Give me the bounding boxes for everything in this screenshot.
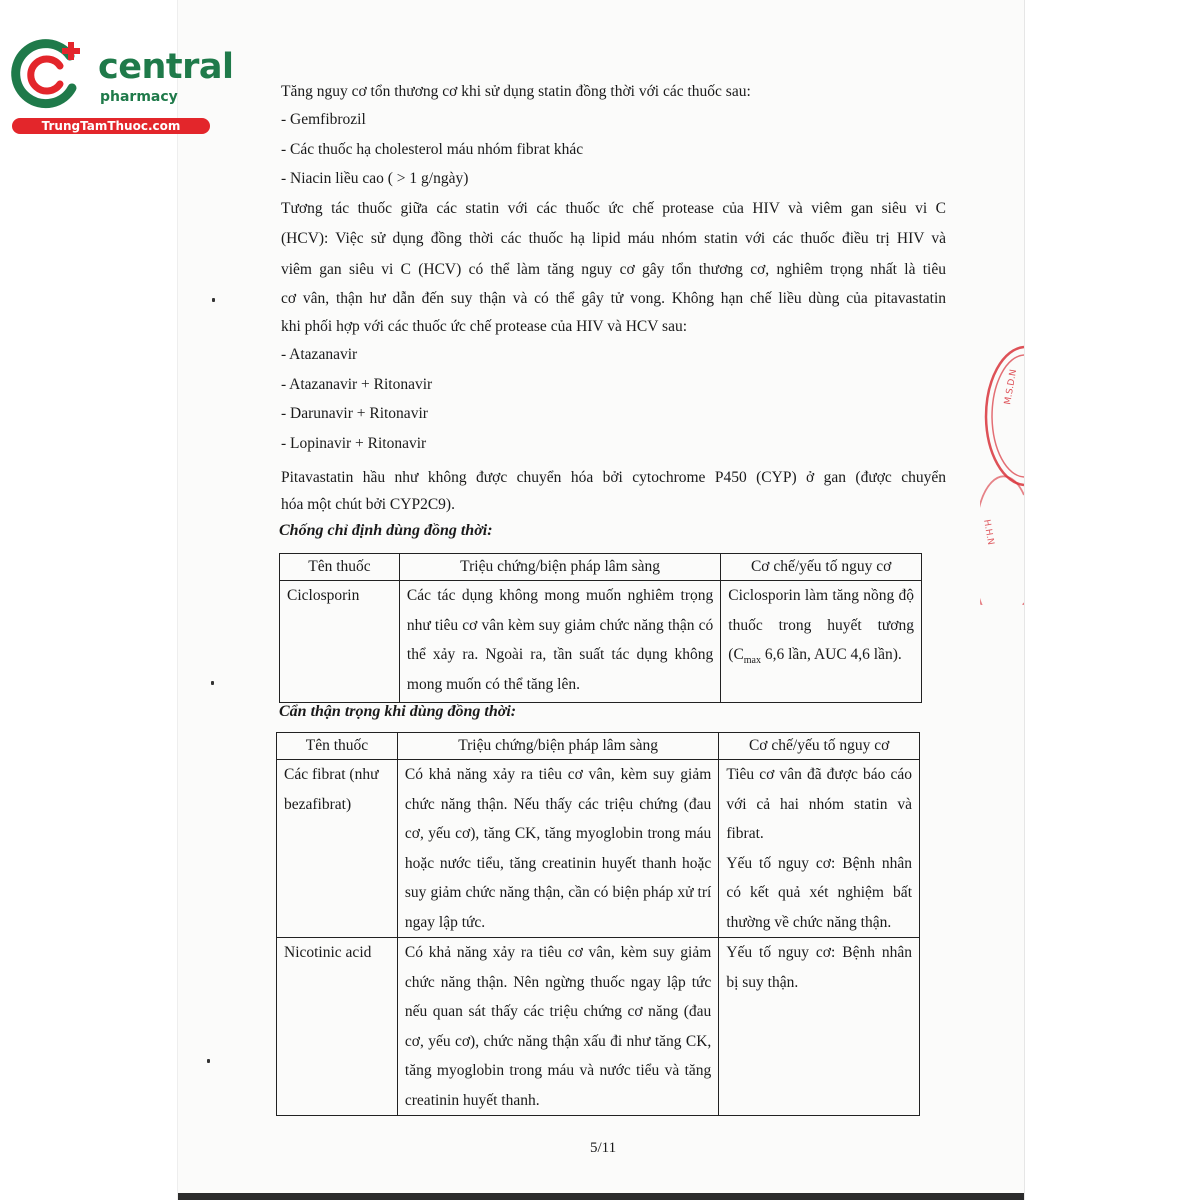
table-row	[277, 938, 920, 1116]
drug-list-item: - Lopinavir + Ritonavir	[281, 435, 427, 452]
intro-list-item: - Gemfibrozil	[281, 111, 366, 128]
column-header: Cơ chế/yếu tố nguy cơ	[719, 733, 920, 760]
section-heading-contraindication: Chống chỉ định dùng đồng thời:	[279, 522, 493, 539]
mechanism-cell	[721, 581, 922, 703]
intro-line: Tăng nguy cơ tổn thương cơ khi sử dụng statin đồng thời với các thuốc sau:	[281, 83, 751, 100]
paragraph-line: Pitavastatin hầu như không được chuyển hóa bởi cytochrome P450 (CYP) ở gan (được chuyển	[281, 469, 946, 486]
table-header-row	[280, 554, 922, 581]
red-seal-stamp	[980, 345, 1024, 605]
column-header: Triệu chứng/biện pháp lâm sàng	[399, 554, 720, 581]
paragraph-line: hóa một chút bởi CYP2C9).	[281, 496, 455, 513]
scan-speck	[211, 681, 214, 685]
paragraph-line: cơ vân, thận hư dẫn đến suy thận và có thể gây tử vong. Không hạn chế liều dùng của pitavastatin	[281, 290, 946, 307]
drug-cell: Nicotinic acid	[277, 938, 398, 1116]
column-header: Tên thuốc	[277, 733, 398, 760]
table-row	[277, 760, 920, 938]
table-header-row	[277, 733, 920, 760]
logo-site-url[interactable]: TrungTamThuoc.com	[12, 118, 210, 134]
contraindication-table	[279, 553, 922, 703]
mechanism-text: Ciclosporin làm tăng nồng độ thuốc trong huyết tương (C	[728, 587, 914, 663]
stamp-text: H.H.N	[981, 518, 996, 546]
scan-speck	[212, 298, 215, 302]
stamp-text: M.S.D.N	[1003, 368, 1020, 406]
symptom-cell: Có khả năng xảy ra tiêu cơ vân, kèm suy giảm chức năng thận. Nên ngừng thuốc ngay lập tức nếu quan sát thấy các triệu chứng cơ năng (đau cơ, yếu cơ), chức năng thận xấu đi như tăng CK, tăng myoglobin trong máu và nước tiểu và tăng creatinin huyết thanh.	[397, 938, 718, 1116]
drug-cell: Các fibrat (như bezafibrat)	[277, 760, 398, 938]
mechanism-text: 6,6 lần, AUC 4,6 lần).	[761, 646, 902, 663]
mechanism-text: Yếu tố nguy cơ: Bệnh nhân có kết quả xét nghiệm bất thường về chức năng thận.	[726, 854, 912, 931]
paragraph-line: viêm gan siêu vi C (HCV) có thể làm tăng nguy cơ gây tổn thương cơ, nghiêm trọng nhất là tiêu	[281, 261, 946, 278]
caution-table	[276, 732, 920, 1116]
mechanism-cell: Yếu tố nguy cơ: Bệnh nhân bị suy thận.	[719, 938, 920, 1116]
drug-cell: Ciclosporin	[280, 581, 400, 703]
drug-list-item: - Atazanavir	[281, 346, 358, 363]
mechanism-text: Tiêu cơ vân đã được báo cáo với cả hai nhóm statin và fibrat.	[726, 766, 912, 842]
paragraph-line: Tương tác thuốc giữa các statin với các thuốc ức chế protease của HIV và viêm gan siêu vi C	[281, 200, 946, 217]
mechanism-cell	[719, 760, 920, 938]
logo-brand: central	[98, 47, 234, 87]
page-number: 5/11	[590, 1140, 617, 1156]
logo-subtitle: pharmacy	[100, 89, 178, 105]
central-pharmacy-logo[interactable]	[10, 38, 234, 138]
scan-edge	[178, 1193, 1024, 1200]
drug-list-item: - Darunavir + Ritonavir	[281, 405, 428, 422]
column-header: Cơ chế/yếu tố nguy cơ	[721, 554, 922, 581]
intro-list-item: - Niacin liều cao ( > 1 g/ngày)	[281, 170, 469, 187]
table-row	[280, 581, 922, 703]
drug-list-item: - Atazanavir + Ritonavir	[281, 376, 433, 393]
column-header: Triệu chứng/biện pháp lâm sàng	[397, 733, 718, 760]
paragraph-line: khi phối hợp với các thuốc ức chế protease của HIV và HCV sau:	[281, 318, 688, 335]
section-heading-caution: Cẩn thận trọng khi dùng đồng thời:	[279, 703, 517, 720]
column-header: Tên thuốc	[280, 554, 400, 581]
paragraph-line: (HCV): Việc sử dụng đồng thời các thuốc hạ lipid máu nhóm statin với các thuốc điều trị HIV và	[281, 230, 946, 247]
intro-list-item: - Các thuốc hạ cholesterol máu nhóm fibrat khác	[281, 141, 584, 158]
symptom-cell: Có khả năng xảy ra tiêu cơ vân, kèm suy giảm chức năng thận. Nếu thấy các triệu chứng (đau cơ, yếu cơ), tăng CK, tăng myoglobin trong máu hoặc nước tiểu, tăng creatinin huyết thanh hoặc suy giảm chức năng thận, cần có biện pháp xử trí ngay lập tức.	[397, 760, 718, 938]
scan-speck	[207, 1059, 210, 1063]
subscript-max: max	[743, 655, 761, 667]
logo-mark-icon	[10, 38, 90, 110]
symptom-cell: Các tác dụng không mong muốn nghiêm trọng như tiêu cơ vân kèm suy giảm chức năng thận có thể xảy ra. Ngoài ra, tần suất tác dụng không mong muốn có thể tăng lên.	[399, 581, 720, 703]
